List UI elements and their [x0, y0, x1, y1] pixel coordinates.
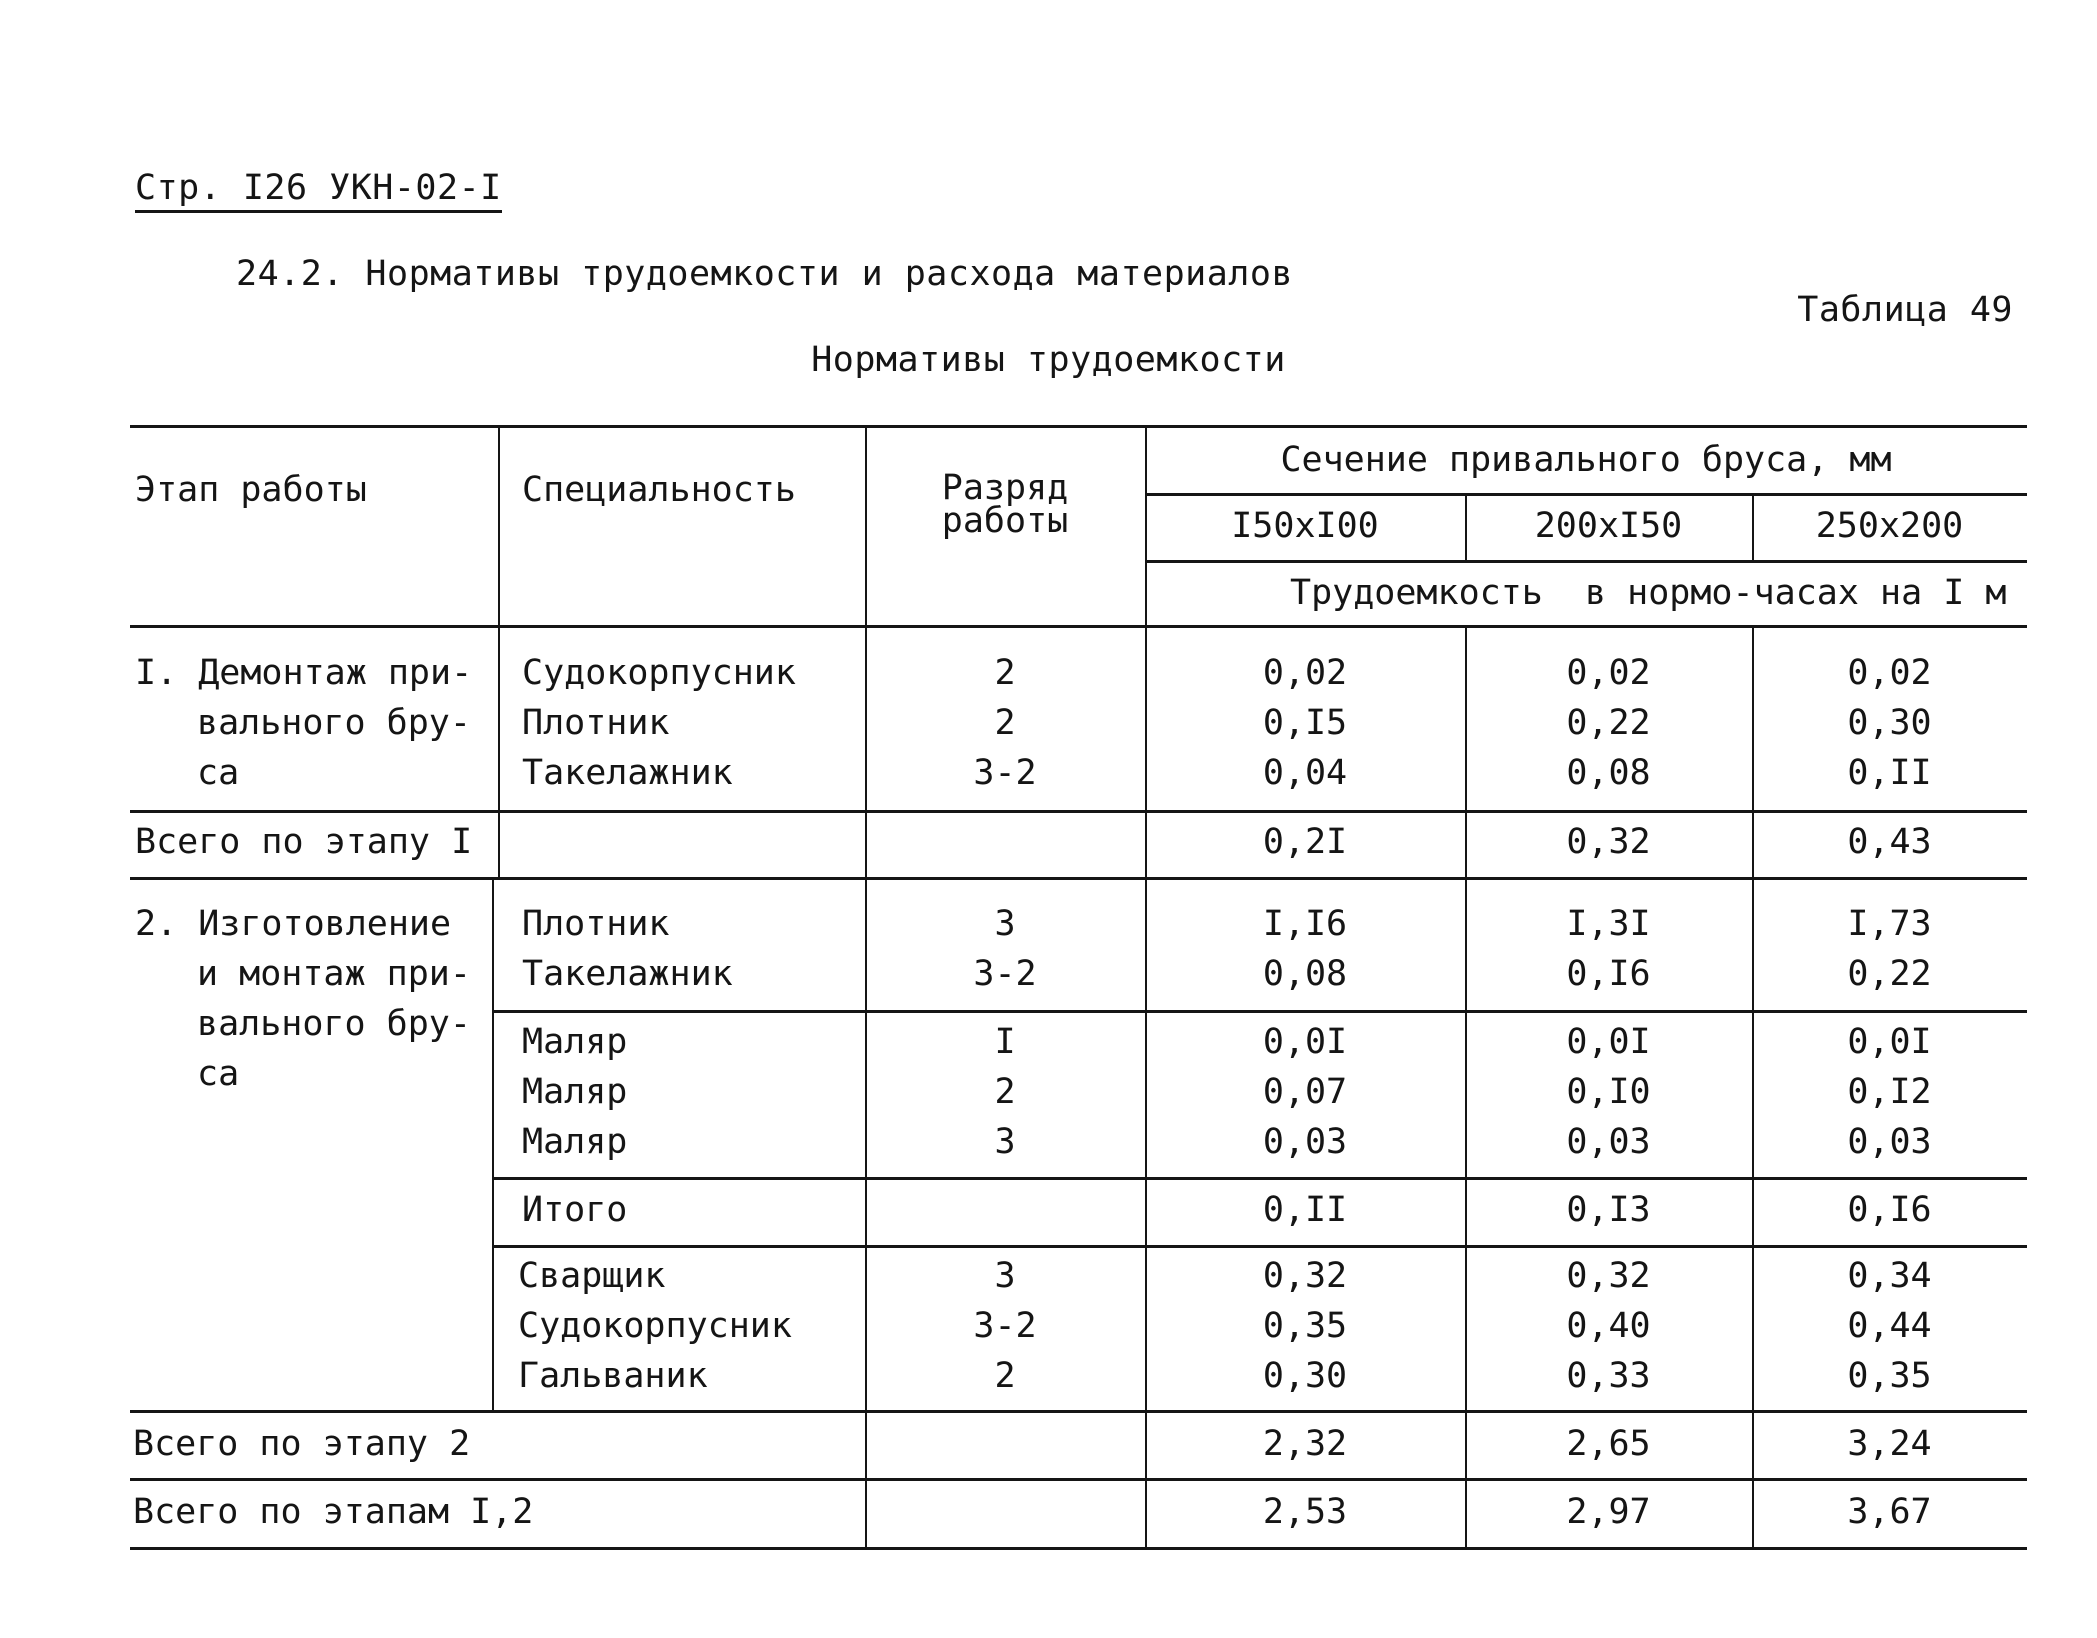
rule-group-c-bottom	[130, 1410, 2027, 1413]
value-cell: 0,32	[1566, 1256, 1651, 1296]
table-number: Таблица 49	[1797, 290, 2013, 330]
value-cell: 0,03	[1262, 1122, 1348, 1162]
header-grade-line1: Разряд	[941, 468, 1069, 508]
stage1-label-line: са	[197, 753, 240, 793]
stage1-label-line: I. Демонтаж при-	[135, 653, 473, 693]
subtotal-label: Итого	[522, 1190, 628, 1230]
total-value-cell: 0,43	[1847, 822, 1932, 862]
stage2-label-line: 2. Изготовление	[135, 904, 452, 944]
value-cell: 0,0I	[1262, 1022, 1348, 1062]
subtotal-value-cell: 0,I6	[1847, 1190, 1932, 1230]
value-cell: 0,0I	[1847, 1022, 1932, 1062]
total-value-cell: 3,24	[1847, 1424, 1932, 1464]
stage2-label-line: и монтаж при-	[197, 954, 471, 994]
stage2-label	[135, 899, 471, 1099]
header-grade-line2: работы	[941, 501, 1069, 541]
header-stage: Этап работы	[135, 470, 367, 510]
value-cell: 0,08	[1566, 753, 1651, 793]
specialty-cell: Гальваник	[518, 1356, 708, 1396]
stage1-total-label: Всего по этапу I	[135, 822, 473, 862]
table-title: Нормативы трудоемкости	[811, 340, 1286, 380]
col-rule-stage-lower	[492, 877, 494, 1410]
value-cell: I,3I	[1566, 904, 1651, 944]
header-specialty: Специальность	[522, 470, 796, 510]
specialty-cell: Маляр	[522, 1022, 628, 1062]
specialty-cell: Плотник	[522, 703, 670, 743]
rule-subtotal-bottom	[492, 1245, 2027, 1248]
value-cell: 0,35	[1262, 1306, 1348, 1346]
total-value-cell: 2,32	[1262, 1424, 1348, 1464]
rule-stage1-rows-bottom	[130, 810, 2027, 813]
col-rule-stage-upper	[498, 425, 500, 877]
grade-cell: 2	[994, 653, 1016, 693]
rule-sizes-bottom	[1145, 560, 2027, 563]
value-cell: 0,02	[1262, 653, 1348, 693]
value-cell: 0,44	[1847, 1306, 1932, 1346]
grade-cell: I	[994, 1022, 1016, 1062]
grand-total-value-cell: 3,67	[1847, 1492, 1932, 1532]
value-cell: 0,22	[1566, 703, 1651, 743]
grand-total-label: Всего по этапам I,2	[133, 1492, 534, 1532]
grade-cell: 3-2	[973, 1306, 1037, 1346]
rule-stage1-total-bottom	[130, 877, 2027, 880]
value-cell: 0,02	[1566, 653, 1651, 693]
rule-header-bottom	[130, 625, 2027, 628]
total-value-cell: 0,32	[1566, 822, 1651, 862]
rule-top	[130, 425, 2027, 428]
rule-bottom	[130, 1547, 2027, 1550]
grade-cell: 3	[994, 904, 1016, 944]
subtotal-value-cell: 0,I3	[1566, 1190, 1651, 1230]
value-cell: I,73	[1847, 904, 1932, 944]
total-value-cell: 0,2I	[1262, 822, 1348, 862]
specialty-cell: Плотник	[522, 904, 670, 944]
value-cell: 0,07	[1262, 1072, 1348, 1112]
specialty-cell: Маляр	[522, 1072, 628, 1112]
specialty-cell: Такелажник	[522, 954, 733, 994]
grade-cell: 3-2	[973, 753, 1037, 793]
value-cell: 0,32	[1262, 1256, 1348, 1296]
value-cell: 0,33	[1566, 1356, 1651, 1396]
value-cell: 0,I6	[1566, 954, 1651, 994]
header-labor-unit: Трудоемкость в нормо-часах на I м	[1290, 573, 2007, 613]
value-cell: 0,0I	[1566, 1022, 1651, 1062]
value-cell: 0,02	[1847, 653, 1932, 693]
value-cell: 0,03	[1566, 1122, 1651, 1162]
grand-total-value-cell: 2,53	[1262, 1492, 1348, 1532]
header-size-2: 200xI50	[1534, 506, 1683, 546]
header-section-group: Сечение привального бруса, мм	[1280, 440, 1892, 480]
grade-cell: 3-2	[973, 954, 1037, 994]
value-cell: 0,II	[1847, 753, 1932, 793]
value-cell: 0,03	[1847, 1122, 1932, 1162]
value-cell: 0,04	[1262, 753, 1348, 793]
value-cell: 0,I2	[1847, 1072, 1932, 1112]
value-cell: 0,I0	[1566, 1072, 1651, 1112]
grade-cell: 3	[994, 1256, 1016, 1296]
specialty-cell: Судокорпусник	[522, 653, 796, 693]
specialty-cell: Маляр	[522, 1122, 628, 1162]
grade-cell: 2	[994, 703, 1016, 743]
value-cell: 0,30	[1847, 703, 1932, 743]
rule-group-a-bottom	[492, 1010, 2027, 1013]
grade-cell: 2	[994, 1356, 1016, 1396]
stage2-total-label: Всего по этапу 2	[133, 1424, 471, 1464]
rule-stage2-total-bottom	[130, 1478, 2027, 1481]
rule-sizes-top	[1145, 493, 2027, 496]
stage1-label-line: вального бру-	[197, 703, 471, 743]
value-cell: 0,30	[1262, 1356, 1348, 1396]
header-size-3: 250x200	[1815, 506, 1964, 546]
stage2-label-line: са	[197, 1054, 240, 1094]
rule-group-b-bottom	[492, 1177, 2027, 1180]
specialty-cell: Сварщик	[518, 1256, 666, 1296]
value-cell: 0,35	[1847, 1356, 1932, 1396]
value-cell: I,I6	[1262, 904, 1348, 944]
value-cell: 0,I5	[1262, 703, 1348, 743]
page-header: Стр. I26 УКН-02-I	[135, 168, 502, 213]
specialty-cell: Такелажник	[522, 753, 733, 793]
stage1-label	[135, 648, 472, 798]
value-cell: 0,08	[1262, 954, 1348, 994]
value-cell: 0,40	[1566, 1306, 1651, 1346]
subtotal-value-cell: 0,II	[1262, 1190, 1348, 1230]
specialty-cell: Судокорпусник	[518, 1306, 792, 1346]
total-value-cell: 2,65	[1566, 1424, 1651, 1464]
header-size-1: I50xI00	[1231, 506, 1379, 546]
labor-norms-table	[130, 425, 2027, 1550]
grand-total-value-cell: 2,97	[1566, 1492, 1651, 1532]
section-title: 24.2. Нормативы трудоемкости и расхода материалов	[236, 254, 1294, 294]
grade-cell: 3	[994, 1122, 1016, 1162]
value-cell: 0,22	[1847, 954, 1932, 994]
stage2-label-line: вального бру-	[197, 1004, 471, 1044]
grade-cell: 2	[994, 1072, 1016, 1112]
value-cell: 0,34	[1847, 1256, 1932, 1296]
